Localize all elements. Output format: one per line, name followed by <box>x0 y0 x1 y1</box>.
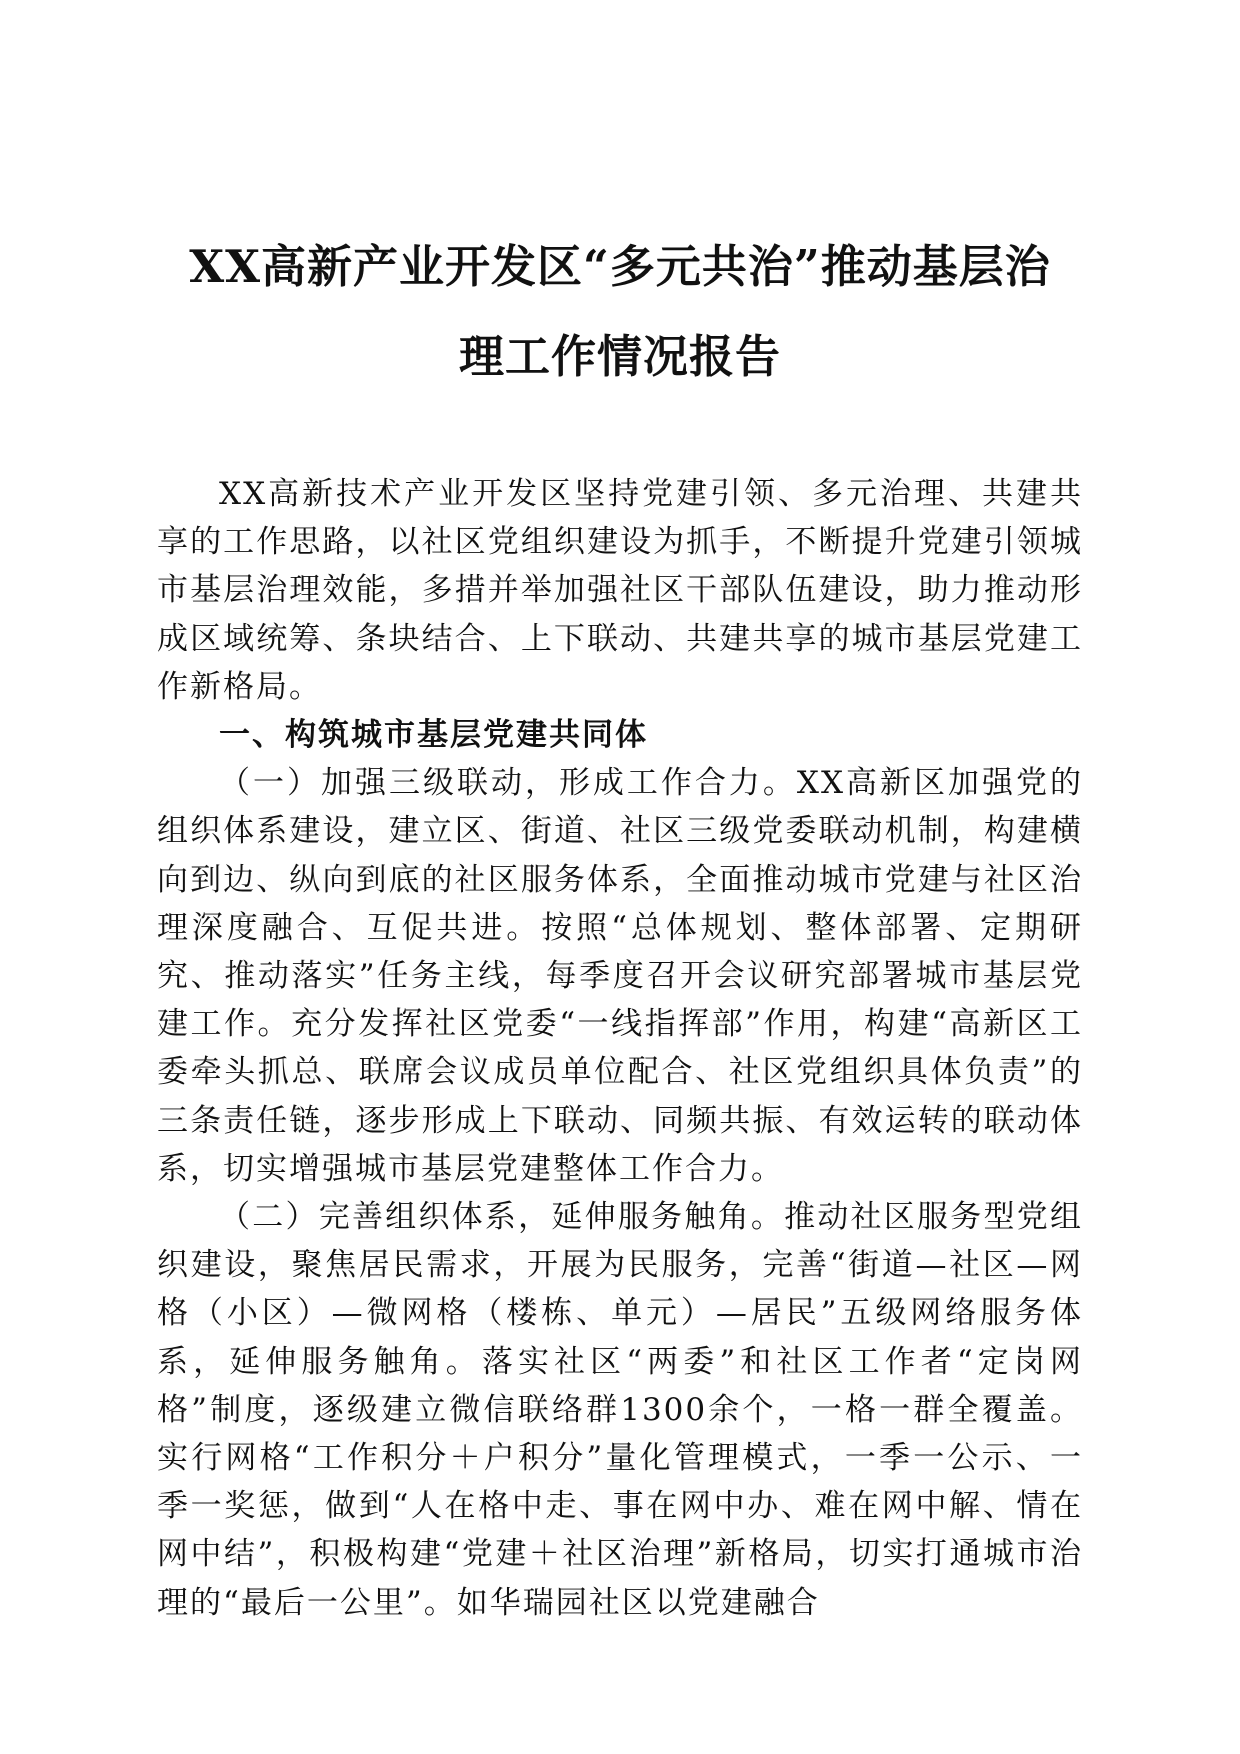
title-line-1: XX高新产业开发区“多元共治”推动基层治 <box>189 240 1051 293</box>
document-title <box>140 222 1100 402</box>
document-body <box>157 470 1083 1627</box>
paragraph-intro: XX高新技术产业开发区坚持党建引领、多元治理、共建共享的工作思路，以社区党组织建设为抓手，不断提升党建引领城市基层治理效能，多措并举加强社区干部队伍建设，助力推动形成区域统筹、条块结合、上下联动、共建共享的城市基层党建工作新格局。 <box>157 476 1083 705</box>
section-heading-1: 一、构筑城市基层党建共同体 <box>219 717 648 754</box>
paragraph-subsection-2: （二）完善组织体系，延伸服务触角。推动社区服务型党组织建设，聚焦居民需求，开展为民服务，完善“街道—社区—网格（小区）—微网格（楼栋、单元）—居民”五级网络服务体系，延伸服务触角。落实社区“两委”和社区工作者“定岗网格”制度，逐级建立微信联络群1300余个，一格一群全覆盖。实行网格“工作积分＋户积分”量化管理模式，一季一公示、一季一奖惩，做到“人在格中走、事在网中办、难在网中解、情在网中结”，积极构建“党建＋社区治理”新格局，切实打通城市治理的“最后一公里”。如华瑞园社区以党建融合 <box>157 1199 1083 1621</box>
paragraph-subsection-1: （一）加强三级联动，形成工作合力。XX高新区加强党的组织体系建设，建立区、街道、社区三级党委联动机制，构建横向到边、纵向到底的社区服务体系，全面推动城市党建与社区治理深度融合、互促共进。按照“总体规划、整体部署、定期研究、推动落实”任务主线，每季度召开会议研究部署城市基层党建工作。充分发挥社区党委“一线指挥部”作用，构建“高新区工委牵头抓总、联席会议成员单位配合、社区党组织具体负责”的三条责任链，逐步形成上下联动、同频共振、有效运转的联动体系，切实增强城市基层党建整体工作合力。 <box>157 765 1083 1187</box>
title-line-2: 理工作情况报告 <box>458 330 781 383</box>
